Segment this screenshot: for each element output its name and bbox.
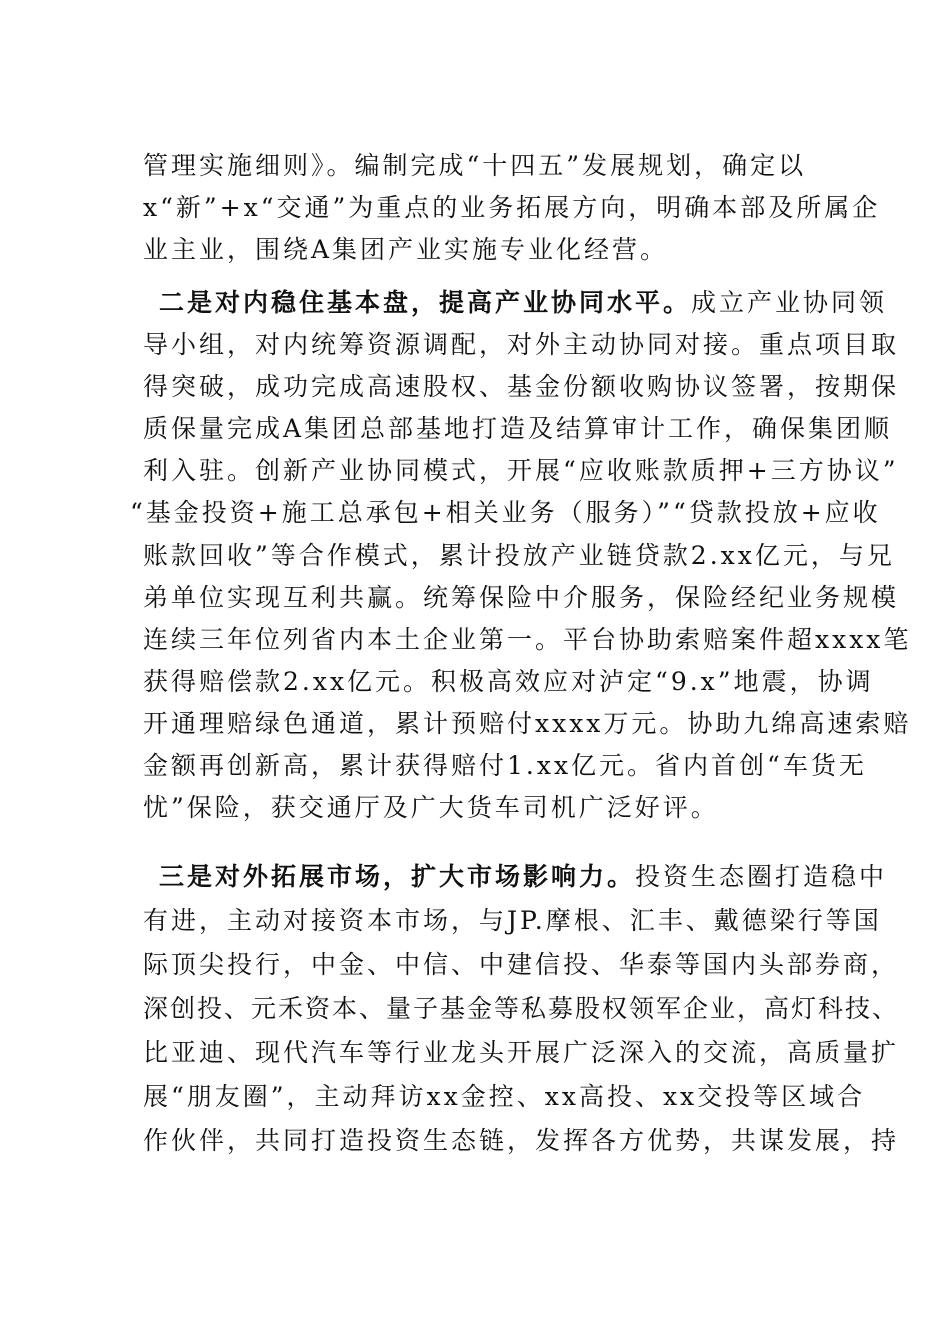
paragraph-2-line-5: 利入驻。创新产业协同模式，开展“应收账款质押+三方协议”	[143, 456, 899, 485]
paragraph-3-line-5: 比亚迪、现代汽车等行业龙头开展广泛深入的交流，高质量扩	[143, 1038, 900, 1067]
paragraph-3-line-6: 展“朋友圈”，主动拜访xx金控、xx高投、xx交投等区域合	[143, 1082, 866, 1111]
paragraph-3-line-1	[159, 862, 887, 892]
paragraph-2-line-6: “基金投资+施工总承包+相关业务（服务）”“贷款投放+应收	[130, 498, 881, 527]
paragraph-2-line-9: 连续三年位列省内本土企业第一。平台协助索赔案件超xxxx笔	[143, 625, 912, 654]
paragraph-2-line-3: 得突破，成功完成高速股权、基金份额收购协议签署，按期保	[143, 372, 900, 401]
paragraph-2-line-12: 金额再创新高，累计获得赔付1.xx亿元。省内首创“车货无	[143, 751, 867, 780]
paragraph-3-lead-text: 投资生态圈打造稳中	[635, 862, 888, 891]
paragraph-2-line-11: 开通理赔绿色通道，累计预赔付xxxx万元。协助九绵高速索赔	[143, 709, 912, 738]
paragraph-2-line-10: 获得赔偿款2.xx亿元。积极高效应对泸定“9.x”地震，协调	[143, 667, 874, 696]
paragraph-1-line-1: 管理实施细则》。编制完成“十四五”发展规划，确定以	[143, 151, 807, 180]
paragraph-2-heading: 二是对内稳住基本盘，提高产业协同水平。	[159, 288, 692, 317]
paragraph-1-line-3: 业主业，围绕A集团产业实施专业化经营。	[143, 235, 669, 264]
paragraph-3-line-4: 深创投、元禾资本、量子基金等私募股权领军企业，高灯科技、	[143, 994, 900, 1023]
paragraph-3-line-7: 作伙伴，共同打造投资生态链，发挥各方优势，共谋发展，持	[143, 1126, 900, 1155]
paragraph-3-line-2: 有进，主动对接资本市场，与JP.摩根、汇丰、戴德梁行等国	[143, 906, 882, 935]
paragraph-2-line-8: 弟单位实现互利共赢。统筹保险中介服务，保险经纪业务规模	[143, 583, 900, 612]
paragraph-2-lead-text: 成立产业协同领	[691, 288, 888, 317]
paragraph-3-heading: 三是对外拓展市场，扩大市场影响力。	[159, 862, 636, 891]
paragraph-2-line-13: 忧”保险，获交通厅及广大货车司机广泛好评。	[143, 793, 719, 822]
paragraph-2-line-2: 导小组，对内统筹资源调配，对外主动协同对接。重点项目取	[143, 330, 900, 359]
paragraph-2-line-7: 账款回收”等合作模式，累计投放产业链贷款2.xx亿元，与兄	[143, 541, 895, 570]
paragraph-3-line-3: 际顶尖投行，中金、中信、中建信投、华泰等国内头部券商，	[143, 950, 900, 979]
paragraph-1-line-2: x“新”+x“交通”为重点的业务拓展方向，明确本部及所属企	[143, 193, 881, 222]
paragraph-2-line-4: 质保量完成A集团总部基地打造及结算审计工作，确保集团顺	[143, 414, 893, 443]
paragraph-2-line-1	[159, 288, 887, 318]
